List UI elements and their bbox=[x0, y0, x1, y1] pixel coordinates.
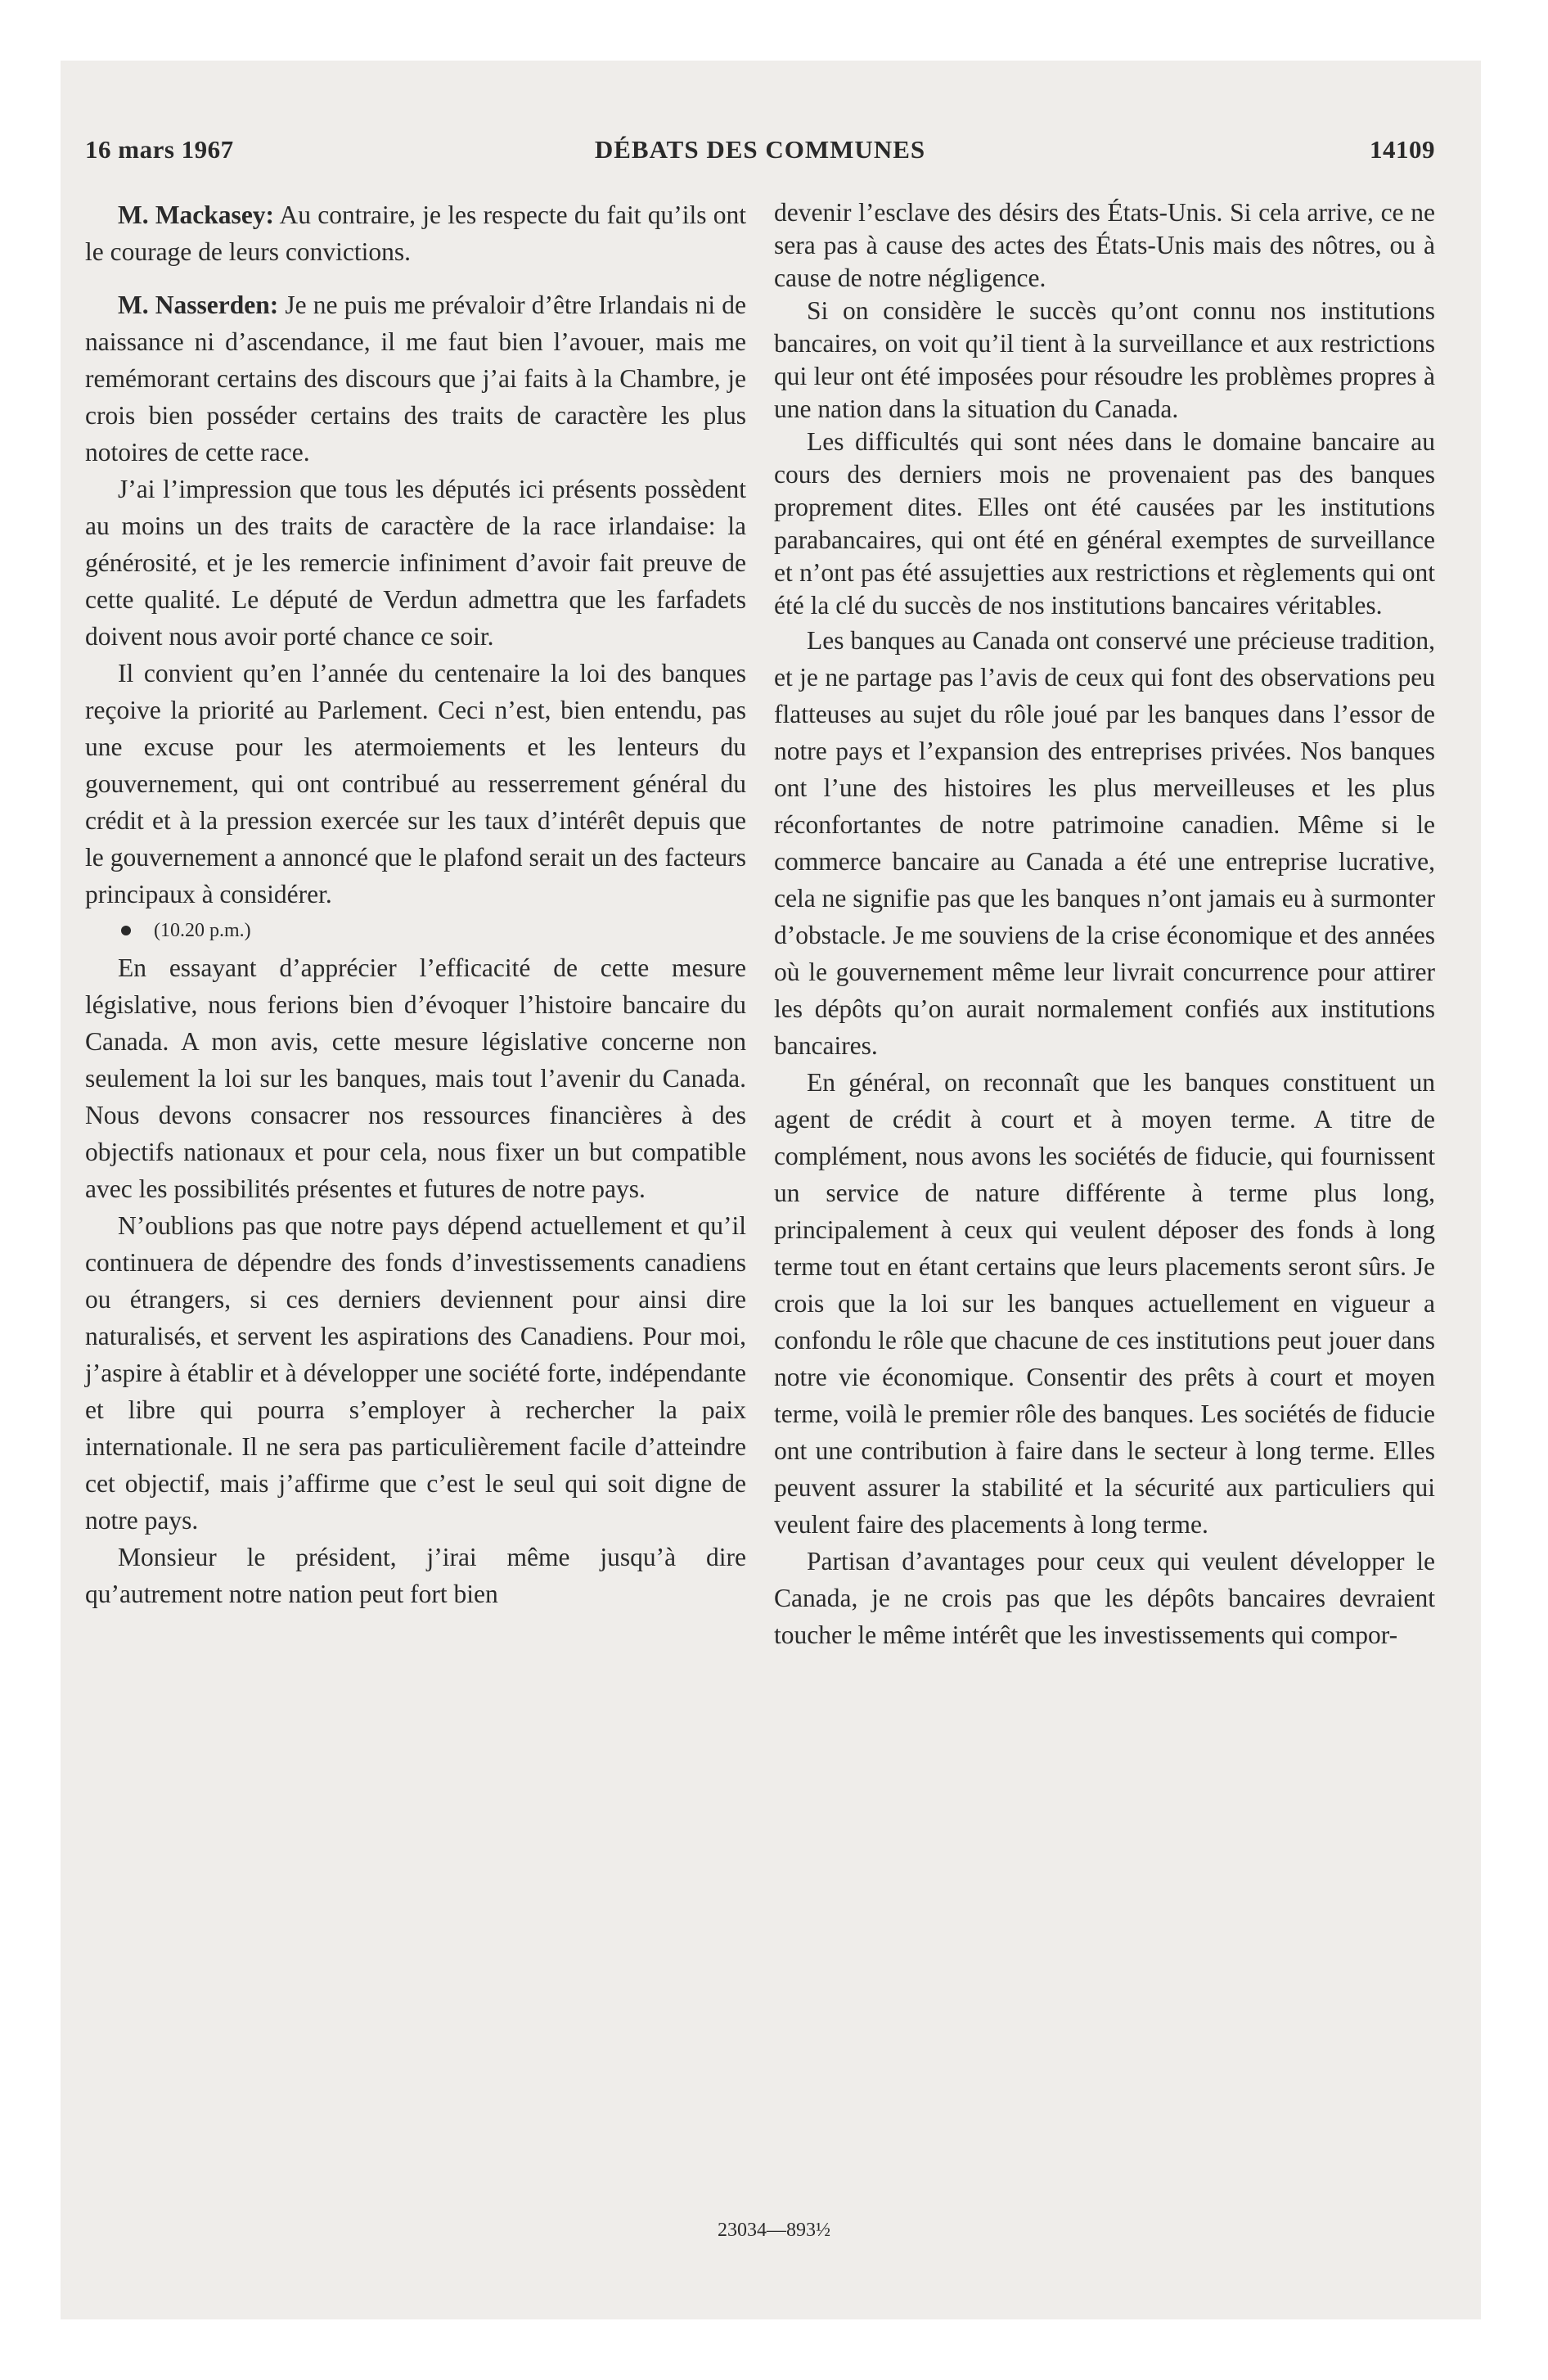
paragraph: Il convient qu’en l’année du centenaire la loi des banques reçoive la priorité au Parlement. Ceci n’est, bien entendu, pas une excuse pour les atermoiements et les lenteurs du gouvernement, qui ont contribué au resserrement général du crédit et à la pression exercée sur les taux d’intérêt depuis que le gouvernement a annoncé que le plafond serait un des facteurs principaux à considérer. bbox=[85, 659, 746, 908]
right-column bbox=[774, 196, 1435, 1653]
paragraph: En général, on reconnaît que les banques constituent un agent de crédit à court et à moyen terme. A titre de complément, nous avons les sociétés de fiducie, qui fournissent un service de nature différente à terme plus long, principalement à ceux qui veulent déposer des fonds à long terme tout en étant certains que leurs placements seront sûrs. Je crois que la loi sur les banques actuellement en vigueur a confondu le rôle que chacune de ces institutions peut jouer dans notre vie économique. Consentir des prêts à court et moyen terme, voilà le premier rôle des banques. Les sociétés de fiducie ont une contribution à faire dans le secteur à long terme. Elles peuvent assurer la stabilité et la sécurité aux particuliers qui veulent faire des placements à long terme. bbox=[774, 1068, 1435, 1539]
paragraph bbox=[85, 286, 746, 471]
paragraph: En essayant d’apprécier l’efficacité de cette mesure législative, nous ferions bien d’évoquer l’histoire bancaire du Canada. A mon avis, cette mesure législative concerne non seulement la loi sur les banques, mais tout l’avenir du Canada. Nous devons consacrer nos ressources financières à des objectifs nationaux et pour cela, nous fixer un but compatible avec les possibilités présentes et futures de notre pays. bbox=[85, 953, 746, 1203]
paragraph: Monsieur le président, j’irai même jusqu’à dire qu’autrement notre nation peut fort bien bbox=[85, 1543, 746, 1608]
left-column bbox=[85, 196, 746, 1612]
paragraph: Les banques au Canada ont conservé une précieuse tradition, et je ne partage pas l’avis de ceux qui font des observations peu flatteuses au sujet du rôle joué par les banques dans l’essor de notre pays et l’expansion des entreprises privées. Nos banques ont l’une des histoires les plus merveilleuses et les plus réconfortantes de notre patrimoine canadien. Même si le commerce bancaire au Canada a été une entreprise lucrative, cela ne signifie pas que les banques n’ont jamais eu à surmonter d’obstacle. Je me souviens de la crise économique et des années où le gouvernement même leur livrait concurrence pour attirer les dépôts qu’on aurait normalement confiés aux institutions bancaires. bbox=[774, 626, 1435, 1060]
header-page-number: 14109 bbox=[1370, 135, 1435, 164]
speaker-name: M. Mackasey: bbox=[118, 201, 275, 229]
speaker-name: M. Nasserden: bbox=[118, 291, 279, 319]
header-date: 16 mars 1967 bbox=[85, 135, 234, 164]
time-marker-text: (10.20 p.m.) bbox=[154, 920, 251, 941]
paragraph: J’ai l’impression que tous les députés ici présents possèdent au moins un des traits de caractère de la race irlandaise: la générosité, et je les remercie infiniment d’avoir fait preuve de cette qualité. Le député de Verdun admettra que les farfadets doivent nous avoir porté chance ce soir. bbox=[85, 475, 746, 651]
page-folio: 23034—893½ bbox=[718, 2220, 830, 2241]
paragraph: Partisan d’avantages pour ceux qui veulent développer le Canada, je ne crois pas que les dépôts bancaires devraient toucher le même intérêt que les investissements qui compor- bbox=[774, 1547, 1435, 1649]
paragraph-text: Je ne puis me prévaloir d’être Irlandais ni de naissance ni d’ascendance, il me faut bien l’avouer, mais me remémorant certains des discours que j’ai faits à la Chambre, je crois bien posséder certains des traits de caractère les plus notoires de cette race. bbox=[85, 291, 746, 467]
paragraph: N’oublions pas que notre pays dépend actuellement et qu’il continuera de dépendre des fonds d’investissements canadiens ou étrangers, si ces derniers deviennent pour ainsi dire naturalisés, et servent les aspirations des Canadiens. Pour moi, j’aspire à établir et à développer une société forte, indépendante et libre qui pourra s’employer à rechercher la paix internationale. Il ne sera pas particulièrement facile d’atteindre cet objectif, mais j’affirme que c’est le seul qui soit digne de notre pays. bbox=[85, 1211, 746, 1535]
paragraph: Si on considère le succès qu’ont connu nos institutions bancaires, on voit qu’il tient à la surveillance et aux restrictions qui leur ont été imposées pour résoudre les problèmes propres à une nation dans la situation du Canada. bbox=[774, 296, 1435, 423]
header-title: DÉBATS DES COMMUNES bbox=[594, 135, 926, 164]
time-marker bbox=[85, 913, 746, 949]
page-header bbox=[85, 135, 1435, 174]
paragraph: devenir l’esclave des désirs des États-Unis. Si cela arrive, ce ne sera pas à cause des actes des États-Unis mais des nôtres, ou à cause de notre négligence. bbox=[774, 198, 1435, 292]
paragraph-text: Au contraire, je les respecte du fait qu’ils ont le courage de leurs convictions. bbox=[85, 201, 746, 266]
paragraph: Les difficultés qui sont nées dans le domaine bancaire au cours des derniers mois ne provenaient pas des banques proprement dites. Elles ont été causées par les institutions parabancaires, qui ont été en général exemptes de surveillance et n’ont pas été assujetties aux restrictions et règlements qui ont été la clé du succès de nos institutions bancaires véritables. bbox=[774, 427, 1435, 620]
paragraph bbox=[85, 196, 746, 270]
bullet-icon bbox=[121, 926, 131, 935]
